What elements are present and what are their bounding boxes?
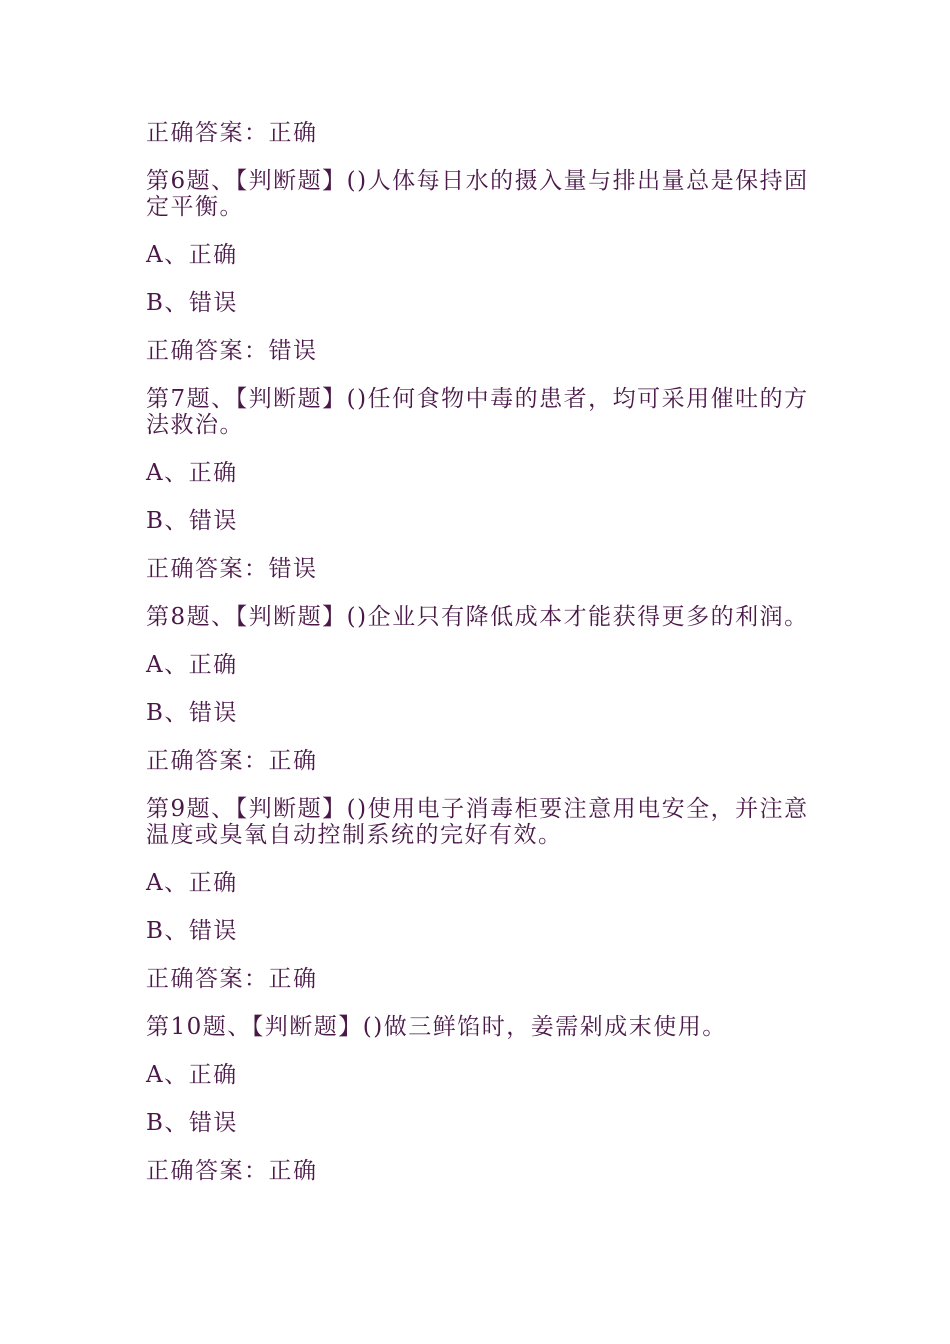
answer-line: 正确答案：正确 <box>146 966 318 992</box>
question-stem: 第9题、【判断题】()使用电子消毒柜要注意用电安全，并注意温度或臭氧自动控制系统的完好有效。 <box>146 796 809 848</box>
question-9 <box>146 796 826 992</box>
answer-line: 正确答案：正确 <box>146 748 318 774</box>
option-b: B、错误 <box>146 918 238 944</box>
answer-line: 正确答案：正确 <box>146 120 318 146</box>
option-a: A、正确 <box>146 242 238 268</box>
answer-line: 正确答案：错误 <box>146 556 318 582</box>
document-page <box>146 120 826 1206</box>
option-b: B、错误 <box>146 1110 238 1136</box>
question-6 <box>146 168 826 364</box>
option-b: B、错误 <box>146 290 238 316</box>
option-a: A、正确 <box>146 1062 238 1088</box>
answer-line: 正确答案：错误 <box>146 338 318 364</box>
question-7 <box>146 386 826 582</box>
question-stem: 第7题、【判断题】()任何食物中毒的患者，均可采用催吐的方法救治。 <box>146 386 809 438</box>
question-stem: 第8题、【判断题】()企业只有降低成本才能获得更多的利润。 <box>146 604 809 630</box>
option-a: A、正确 <box>146 460 238 486</box>
question-10 <box>146 1014 826 1184</box>
answer-line: 正确答案：正确 <box>146 1158 318 1184</box>
option-a: A、正确 <box>146 652 238 678</box>
option-b: B、错误 <box>146 508 238 534</box>
question-stem: 第6题、【判断题】()人体每日水的摄入量与排出量总是保持固定平衡。 <box>146 168 809 220</box>
option-a: A、正确 <box>146 870 238 896</box>
option-b: B、错误 <box>146 700 238 726</box>
question-stem: 第10题、【判断题】()做三鲜馅时，姜需剁成末使用。 <box>146 1014 727 1040</box>
question-8 <box>146 604 826 774</box>
